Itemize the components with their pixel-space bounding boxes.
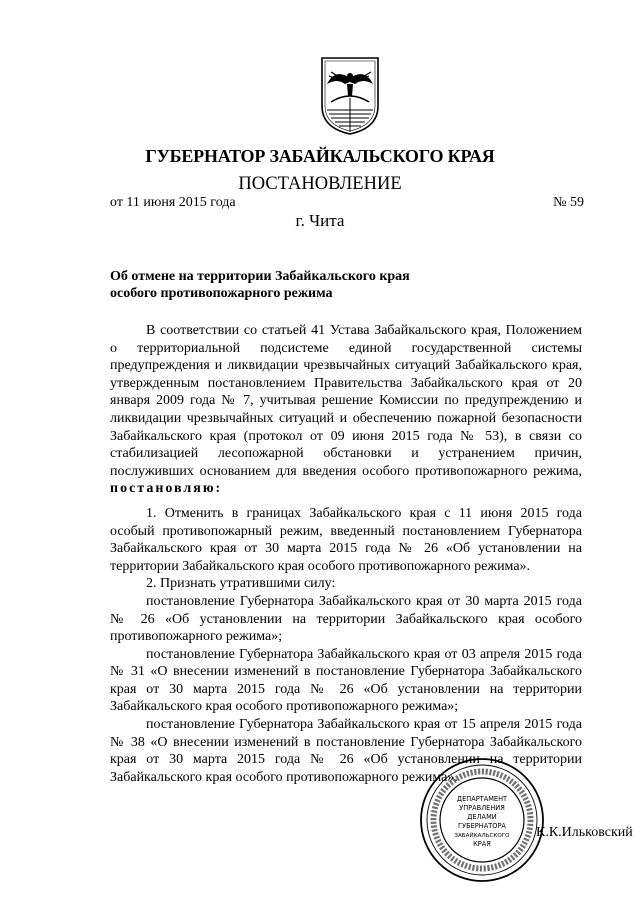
item-2-paragraph: 2. Признать утратившими силу: [146,576,336,592]
document-city: г. Чита [295,211,345,230]
repealed-act-2: постановление Губернатора Забайкальского края от 03 апреля 2015 года № 31 «О внесении изменений в постановление Губернатора Забайкальского края от 30 марта 2015 года № 26 «Об установлении на территории Забайкальского края особого противопожарного режима»; [110,646,582,715]
document-body [110,322,582,786]
document-date: от 11 июня 2015 года [110,195,236,210]
signatory-name: К.К.Ильковский [536,825,633,840]
document-subject [110,268,410,302]
item-1-paragraph: 1. Отменить в границах Забайкальского края с 11 июня 2015 года особый противопожарный режим, введенный постановлением Губернатора Забайкальского края от 30 марта 2015 года № 26 «Об установлении на территории Забайкальского края особого противопожарного режима». [110,505,582,574]
seal-line-6: КРАЯ [473,840,491,848]
document-number: № 59 [553,195,584,210]
seal-line-4: ГУБЕРНАТОРА [458,822,506,830]
subject-line-1: Об отмене на территории Забайкальского края [110,269,410,284]
document-type: ПОСТАНОВЛЕНИЕ [238,174,402,194]
repealed-act-3: постановление Губернатора Забайкальского края от 15 апреля 2015 года № 38 «О внесении изменений в постановление Губернатора Забайкальского края от 30 марта 2015 года № 26 «Об установлении на территории Забайкальского края особого противопожарного режима». [110,717,582,785]
issuing-authority: ГУБЕРНАТОР ЗАБАЙКАЛЬСКОГО КРАЯ [145,146,495,166]
seal-line-3: ДЕЛАМИ [467,813,497,821]
preamble-paragraph [110,322,582,498]
official-seal [418,756,546,884]
seal-line-1: ДЕПАРТАМЕНТ [456,795,508,803]
coat-of-arms-emblem [317,54,383,136]
seal-line-5: ЗАБАЙКАЛЬСКОГО [454,833,510,839]
seal-stamp-icon [418,756,546,884]
decree-word: постановляю: [110,481,223,497]
repealed-act-1: постановление Губернатора Забайкальского края от 30 марта 2015 года № 26 «Об установлении на территории Забайкальского края особого противопожарного режима»; [110,593,582,645]
preamble-text: В соответствии со статьей 41 Устава Забайкальского края, Положением о территориальной подсистеме единой государственной системы предупреждения и ликвидации чрезвычайных ситуаций Забайкальского края, утвержденным постановлением Правительства Забайкальского края от 20 января 2009 года № 7, учитывая решение Комиссии по предупреждению и ликвидации чрезвычайных ситуаций и обеспечению пожарной безопасности Забайкальского края (протокол от 09 июня 2015 года № 53), в связи со стабилизацией лесопожарной обстановки и устранением причин, послуживших основанием для введения особого противопожарного режима, [110,323,582,479]
coat-of-arms-icon [317,54,383,136]
seal-line-2: УПРАВЛЕНИЯ [459,804,505,812]
subject-line-2: особого противопожарного режима [110,286,333,301]
